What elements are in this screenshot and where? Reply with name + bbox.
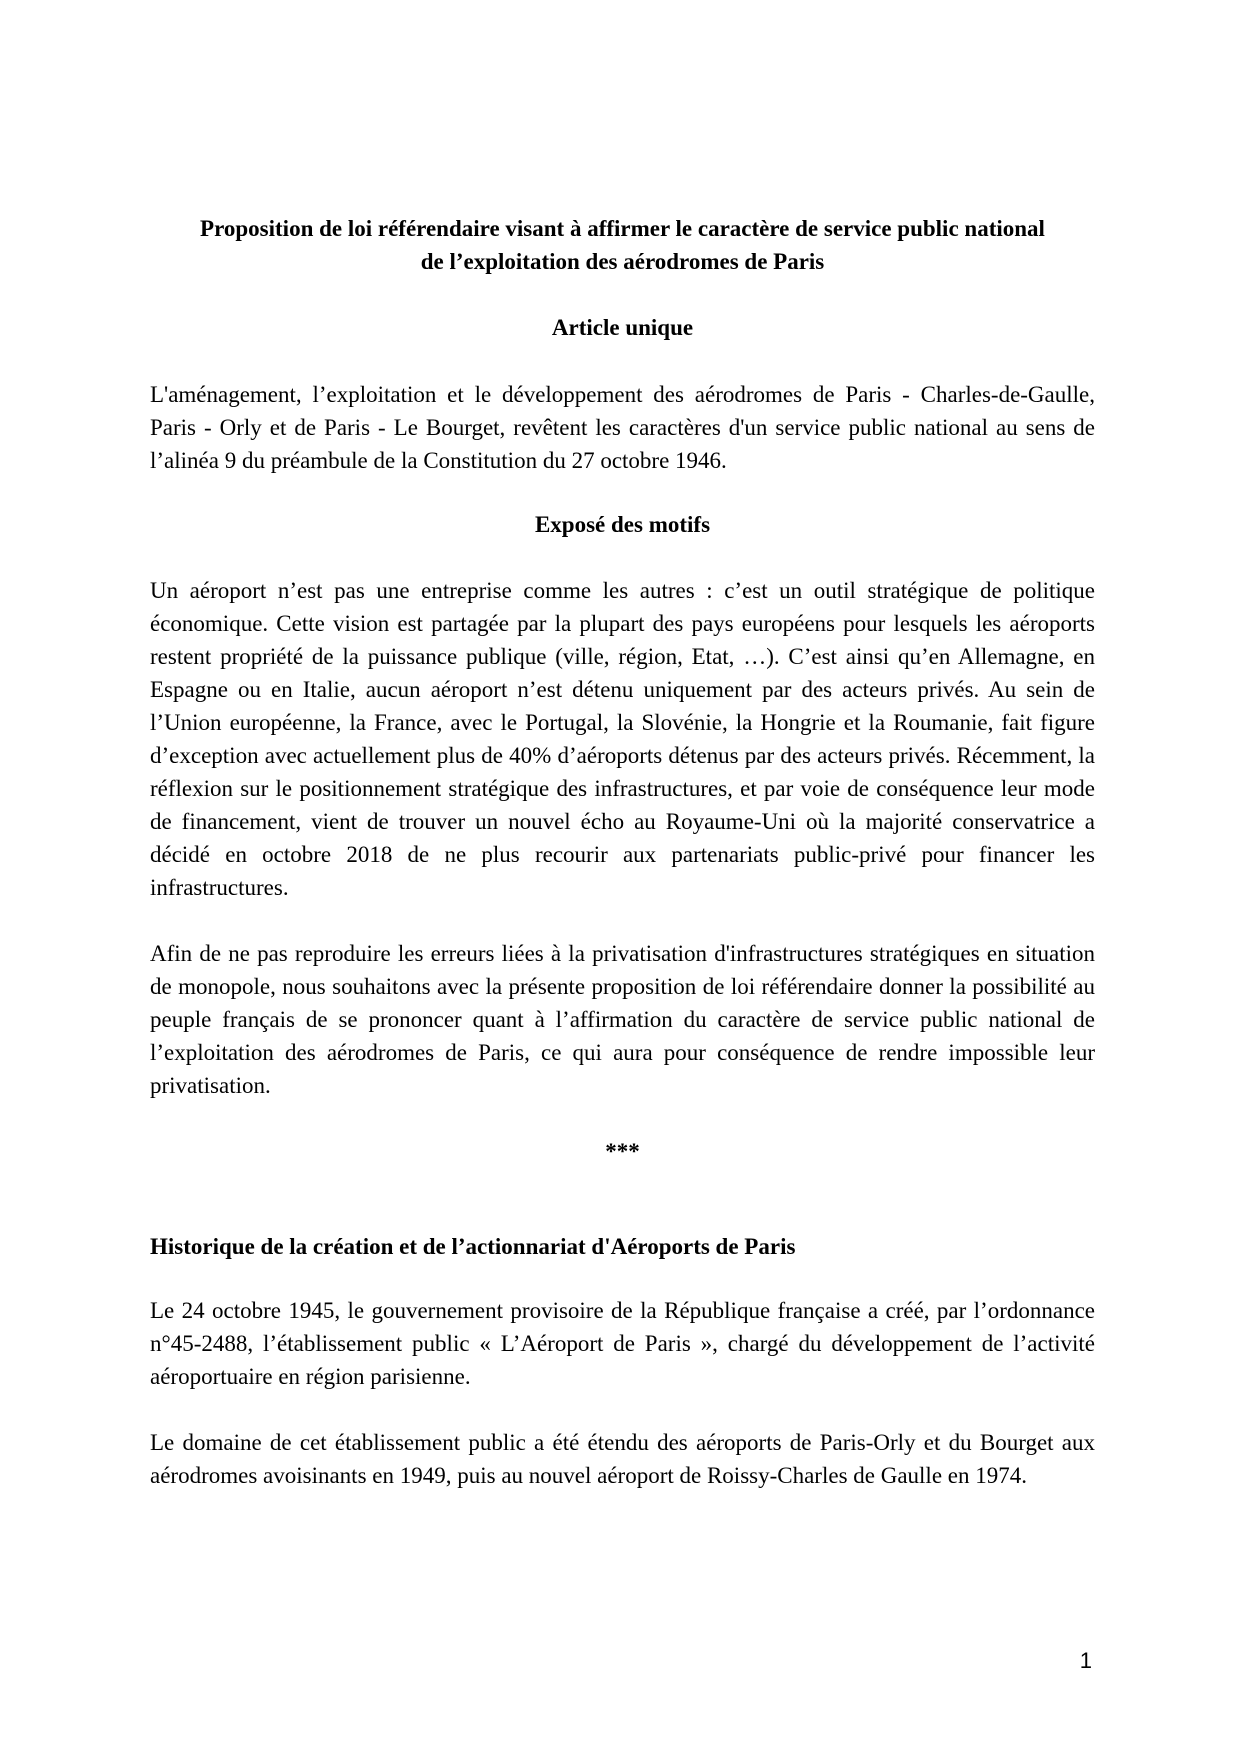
history-paragraph-2: Le domaine de cet établissement public a été étendu des aéroports de Paris-Orly et du Bourget aux aérodromes avoisinants en 1949, puis au nouvel aéroport de Roissy-Charles de Gaulle en 1974.: [150, 1430, 1095, 1488]
document-title: [150, 212, 1095, 278]
history-heading: Historique de la création et de l’actionnariat d'Aéroports de Paris: [150, 1234, 796, 1259]
title-line-1: Proposition de loi référendaire visant à affirmer le caractère de service public national: [200, 216, 1045, 241]
motifs-paragraph-2: Afin de ne pas reproduire les erreurs liées à la privatisation d'infrastructures stratégiques en situation de monopole, nous souhaitons avec la présente proposition de loi référendaire donner la possibilité au peuple français de se prononcer quant à l’affirmation du caractère de service public national de l’exploitation des aérodromes de Paris, ce qui aura pour conséquence de rendre impossible leur privatisation.: [150, 941, 1095, 1098]
history-paragraph-1: Le 24 octobre 1945, le gouvernement provisoire de la République française a créé, par l’ordonnance n°45-2488, l’établissement public « L’Aéroport de Paris », chargé du développement de l’activité aéroportuaire en région parisienne.: [150, 1298, 1095, 1389]
title-line-2: de l’exploitation des aérodromes de Paris: [420, 249, 825, 274]
section-separator: ***: [605, 1139, 640, 1164]
motifs-paragraph-1: Un aéroport n’est pas une entreprise comme les autres : c’est un outil stratégique de politique économique. Cette vision est partagée par la plupart des pays européens pour lesquels les aéroports restent propriété de la puissance publique (ville, région, Etat, …). C’est ainsi qu’en Allemagne, en Espagne ou en Italie, aucun aéroport n’est détenu uniquement par des acteurs privés. Au sein de l’Union européenne, la France, avec le Portugal, la Slovénie, la Hongrie et la Roumanie, fait figure d’exception avec actuellement plus de 40% d’aéroports détenus par des acteurs privés. Récemment, la réflexion sur le positionnement stratégique des infrastructures, et par voie de conséquence leur mode de financement, vient de trouver un nouvel écho au Royaume-Uni où la majorité conservatrice a décidé en octobre 2018 de ne plus recourir aux partenariats public-privé pour financer les infrastructures.: [150, 578, 1095, 900]
document-body: [150, 212, 1095, 1492]
motifs-heading: Exposé des motifs: [534, 512, 711, 537]
article-heading: Article unique: [551, 315, 694, 340]
article-text: L'aménagement, l’exploitation et le développement des aérodromes de Paris - Charles-de-Gaulle, Paris - Orly et de Paris - Le Bourget, revêtent les caractères d'un service public national au sens de l’alinéa 9 du préambule de la Constitution du 27 octobre 1946.: [150, 382, 1095, 473]
page-number: 1: [1079, 1648, 1092, 1673]
